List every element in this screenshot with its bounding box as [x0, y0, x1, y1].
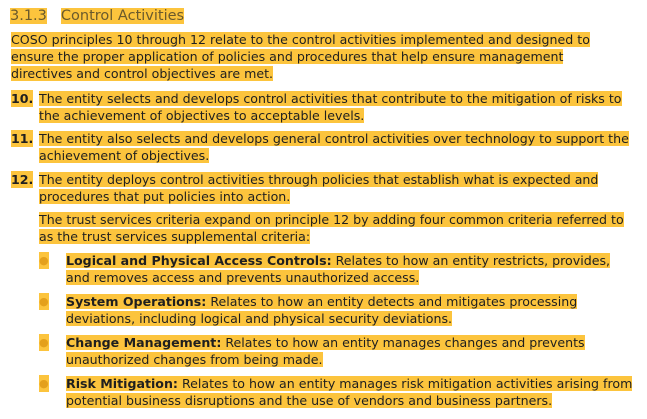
principle-11 — [11, 130, 637, 164]
criteria-description: Relates to how an entity manages changes and prevents unauthorized changes from being made. — [66, 335, 585, 367]
bullet-icon: ● — [39, 336, 49, 349]
criteria-item-logical-access — [39, 252, 637, 286]
criteria-description: Relates to how an entity manages risk mitigation activities arising from potential business disruptions and the use of vendors and business partners. — [66, 376, 633, 408]
principle-12 — [11, 171, 637, 205]
principle-text: The entity deploys control activities through policies that establish what is expected and procedures that put policies into action. — [39, 172, 599, 204]
criteria-term: Risk Mitigation: — [66, 376, 178, 391]
criteria-description: Relates to how an entity detects and mitigates processing deviations, including logical and physical security deviations. — [66, 294, 578, 326]
bullet-icon: ● — [39, 377, 49, 390]
principle-number: 12. — [11, 172, 34, 187]
principle-10 — [11, 90, 637, 124]
intro-text: COSO principles 10 through 12 relate to the control activities implemented and designed to ensure the proper application of policies and procedures that help ensure management directives and control objectives are met. — [11, 32, 590, 81]
bullet-icon: ● — [39, 295, 49, 308]
criteria-term: Change Management: — [66, 335, 222, 350]
supplemental-intro-text: The trust services criteria expand on principle 12 by adding four common criteria referred to as the trust services supplemental criteria: — [39, 212, 624, 244]
criteria-description: Relates to how an entity restricts, provides, and removes access and prevents unauthorized access. — [66, 253, 611, 285]
principle-number: 10. — [11, 91, 34, 106]
section-title: Control Activities — [60, 8, 185, 24]
criteria-term: Logical and Physical Access Controls: — [66, 253, 332, 268]
principle-text: The entity selects and develops control activities that contribute to the mitigation of risks to the achievement of objectives to acceptable levels. — [39, 91, 622, 123]
criteria-item-risk-mitigation — [39, 375, 637, 409]
bullet-icon: ● — [39, 254, 49, 267]
section-number: 3.1.3 — [10, 8, 47, 24]
principle-number: 11. — [11, 131, 34, 146]
criteria-term: System Operations: — [66, 294, 207, 309]
criteria-item-change-management — [39, 334, 637, 368]
supplemental-intro — [39, 211, 637, 245]
principle-text: The entity also selects and develops general control activities over technology to support the achievement of objectives. — [39, 131, 629, 163]
intro-paragraph — [11, 31, 611, 82]
section-heading — [10, 6, 184, 26]
criteria-item-system-operations — [39, 293, 637, 327]
